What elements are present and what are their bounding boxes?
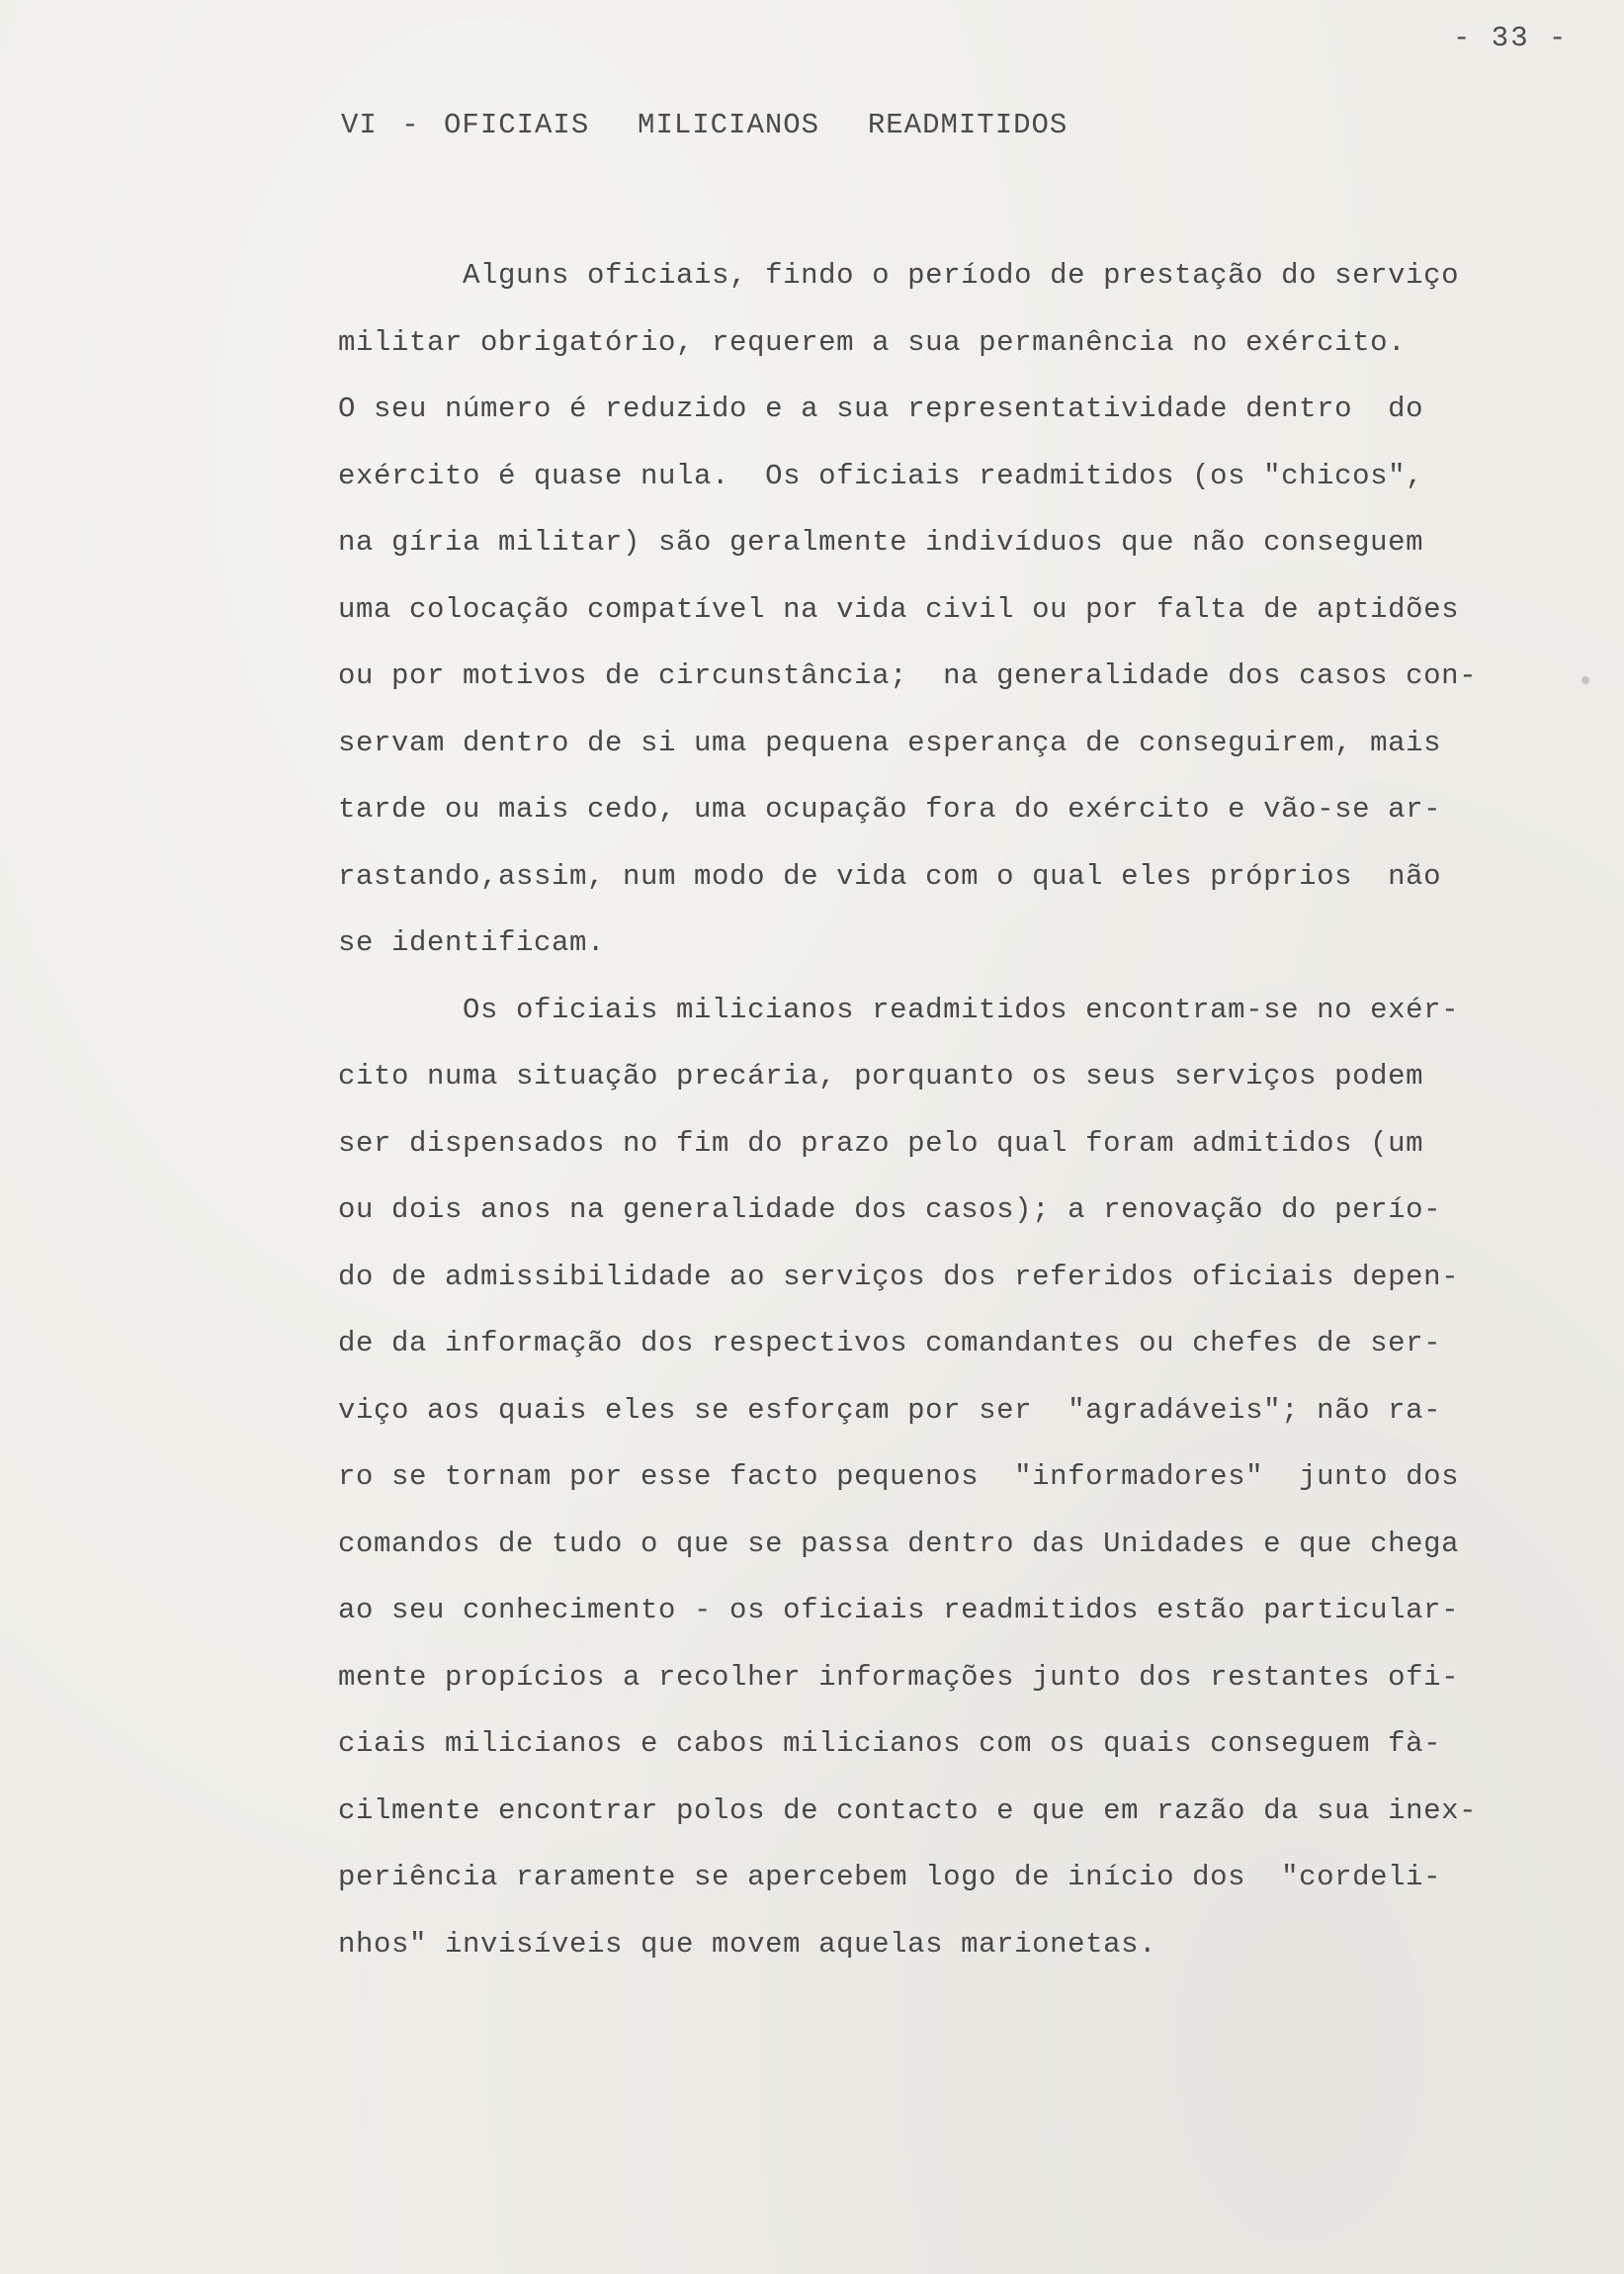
text-line: comandos de tudo o que se passa dentro das Unidades e que chega: [338, 1527, 1460, 1560]
text-line: ser dispensados no fim do prazo pelo qual foram admitidos (um: [338, 1126, 1424, 1160]
text-line: militar obrigatório, requerem a sua permanência no exército.: [338, 325, 1407, 359]
text-line: servam dentro de si uma pequena esperança de conseguirem, mais: [338, 726, 1442, 759]
text-line: do de admissibilidade ao serviços dos referidos oficiais depen-: [338, 1260, 1460, 1293]
body-text: [338, 242, 1593, 1977]
text-line: periência raramente se apercebem logo de início dos "cordeli-: [338, 1861, 1442, 1893]
text-line: ou dois anos na generalidade dos casos); a renovação do perío-: [338, 1193, 1442, 1226]
text-line: viço aos quais eles se esforçam por ser "agradáveis"; não ra-: [338, 1393, 1442, 1427]
text-line: O seu número é reduzido e a sua representatividade dentro do: [338, 393, 1424, 425]
text-line: nhos" invisíveis que movem aquelas marionetas.: [338, 1927, 1157, 1961]
text-line: tarde ou mais cedo, uma ocupação fora do exército e vão-se ar-: [338, 793, 1442, 826]
text-line: exército é quase nula. Os oficiais readmitidos (os "chicos",: [338, 459, 1424, 492]
text-line: mente propícios a recolher informações junto dos restantes ofi-: [338, 1660, 1460, 1694]
text-line: cilmente encontrar polos de contacto e que em razão da sua inex-: [338, 1793, 1478, 1827]
text-line: se identificam.: [338, 926, 606, 959]
section-title: VI - OFICIAIS MILICIANOS READMITIDOS: [341, 109, 1068, 141]
margin-mark: [1581, 676, 1589, 684]
text-line: ao seu conhecimento - os oficiais readmitidos estão particular-: [338, 1594, 1460, 1626]
text-line: na gíria militar) são geralmente indivíduos que não conseguem: [338, 526, 1424, 559]
text-line: ciais milicianos e cabos milicianos com os quais conseguem fà-: [338, 1727, 1442, 1760]
text-line: cito numa situação precária, porquanto os seus serviços podem: [338, 1060, 1424, 1093]
text-line: uma colocação compatível na vida civil ou por falta de aptidões: [338, 592, 1460, 626]
page-number: - 33 -: [1453, 22, 1569, 54]
text-line: de da informação dos respectivos comandantes ou chefes de ser-: [338, 1327, 1442, 1359]
text-line: ro se tornam por esse facto pequenos "informadores" junto dos: [338, 1460, 1460, 1493]
text-line: rastando,assim, num modo de vida com o qual eles próprios não: [338, 859, 1442, 893]
text-line: ou por motivos de circunstância; na generalidade dos casos con-: [338, 659, 1478, 692]
text-line: Alguns oficiais, findo o período de prestação do serviço: [338, 259, 1460, 292]
text-line: Os oficiais milicianos readmitidos encontram-se no exér-: [338, 993, 1460, 1026]
